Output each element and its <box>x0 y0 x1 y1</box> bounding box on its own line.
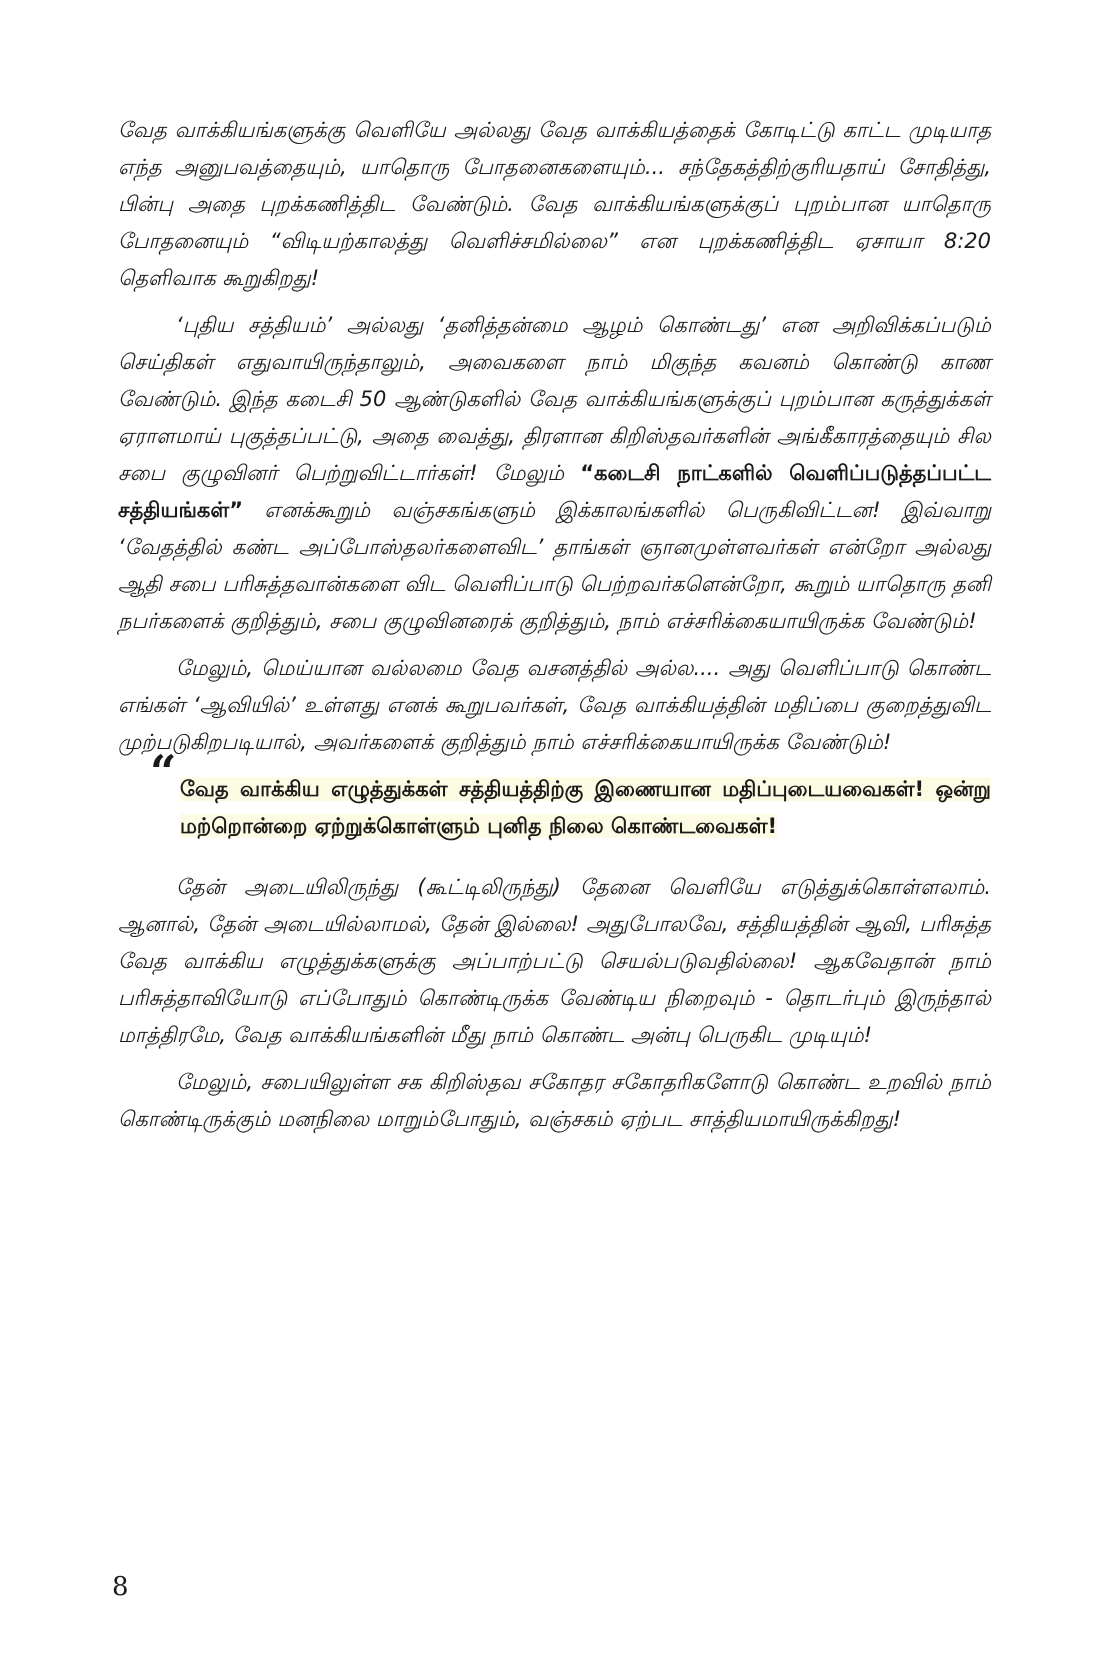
paragraph-4: தேன் அடையிலிருந்து (கூட்டிலிருந்து) தேனை வெளியே எடுத்துக்கொள்ளலாம். ஆனால், தேன் அடையில்லாமல், தேன் இல்லை! அதுபோலவே, சத்தியத்தின் ஆவி, பரிசுத்த வேத வாக்கிய எழுத்துக்களுக்கு அப்பாற்பட்டு செயல்படுவதில்லை! ஆகவேதான் நாம் பரிசுத்தாவியோடு எப்போதும் கொண்டிருக்க வேண்டிய நிறைவும் - தொடர்பும் இருந்தால் மாத்திரமே, வேத வாக்கியங்களின் மீது நாம் கொண்ட அன்பு பெருகிட முடியும்! <box>118 875 991 1047</box>
pull-quote-text <box>180 771 991 845</box>
quote-mark-icon: “ <box>150 745 177 799</box>
paragraph-3: மேலும், மெய்யான வல்லமை வேத வசனத்தில் அல்ல.... அது வெளிப்பாடு கொண்ட எங்கள் ‘ஆவியில்’ உள்ளது எனக் கூறுபவர்கள், வேத வாக்கியத்தின் மதிப்பை குறைத்துவிட முற்படுகிறபடியால், அவர்களைக் குறித்தும் நாம் எச்சரிக்கையாயிருக்க வேண்டும்! <box>118 656 991 754</box>
paragraph-2-text-before: ‘புதிய சத்தியம்’ அல்லது ‘தனித்தன்மை ஆழம் கொண்டது’ என அறிவிக்கப்படும் செய்திகள் எதுவாயிருந்தாலும், அவைகளை நாம் மிகுந்த கவனம் கொண்டு காண வேண்டும். இந்த கடைசி 50 ஆண்டுகளில் வேத வாக்கியங்களுக்குப் புறம்பான கருத்துக்கள் ஏராளமாய் புகுத்தப்பட்டு, அதை வைத்து, திரளான கிறிஸ்தவர்களின் அங்கீகாரத்தையும் சில சபை குழுவினர் பெற்றுவிட்டார்கள்! மேலும் <box>118 313 991 485</box>
paragraph-5: மேலும், சபையிலுள்ள சக கிறிஸ்தவ சகோதர சகோதரிகளோடு கொண்ட உறவில் நாம் கொண்டிருக்கும் மனநிலை மாறும்போதும், வஞ்சகம் ஏற்பட சாத்தியமாயிருக்கிறது! <box>118 1070 991 1131</box>
pull-quote-highlight: வேத வாக்கிய எழுத்துக்கள் சத்தியத்திற்கு இணையான மதிப்புடையவைகள்! ஒன்று மற்றொன்றை ஏற்றுக்கொள்ளும் புனித நிலை கொண்டவைகள்! <box>180 777 991 838</box>
paragraph-2-text-after: எனக்கூறும் வஞ்சகங்களும் இக்காலங்களில் பெருகிவிட்டன! இவ்வாறு ‘வேதத்தில் கண்ட அப்போஸ்தலர்களைவிட’ தாங்கள் ஞானமுள்ளவர்கள் என்றோ அல்லது ஆதி சபை பரிசுத்தவான்களை விட வெளிப்பாடு பெற்றவர்களென்றோ, கூறும் யாதொரு தனி நபர்களைக் குறித்தும், சபை குழுவினரைக் குறித்தும், நாம் எச்சரிக்கையாயிருக்க வேண்டும்! <box>118 498 991 633</box>
paragraph-2-bold-phrase: “கடைசி நாட்களில் வெளிப்படுத்தப்பட்ட சத்தியங்கள்” <box>118 461 991 522</box>
page-number: 8 <box>112 1572 129 1602</box>
page-body <box>118 112 991 1148</box>
paragraph-2 <box>118 307 991 640</box>
pull-quote <box>118 745 991 845</box>
paragraph-1: வேத வாக்கியங்களுக்கு வெளியே அல்லது வேத வாக்கியத்தைக் கோடிட்டு காட்ட முடியாத எந்த அனுபவத்தையும், யாதொரு போதனைகளையும்... சந்தேகத்திற்குரியதாய் சோதித்து, பின்பு அதை புறக்கணித்திட வேண்டும். வேத வாக்கியங்களுக்குப் புறம்பான யாதொரு போதனையும் “விடியற்காலத்து வெளிச்சமில்லை” என புறக்கணித்திட ஏசாயா 8:20 தெளிவாக கூறுகிறது! <box>118 118 991 290</box>
